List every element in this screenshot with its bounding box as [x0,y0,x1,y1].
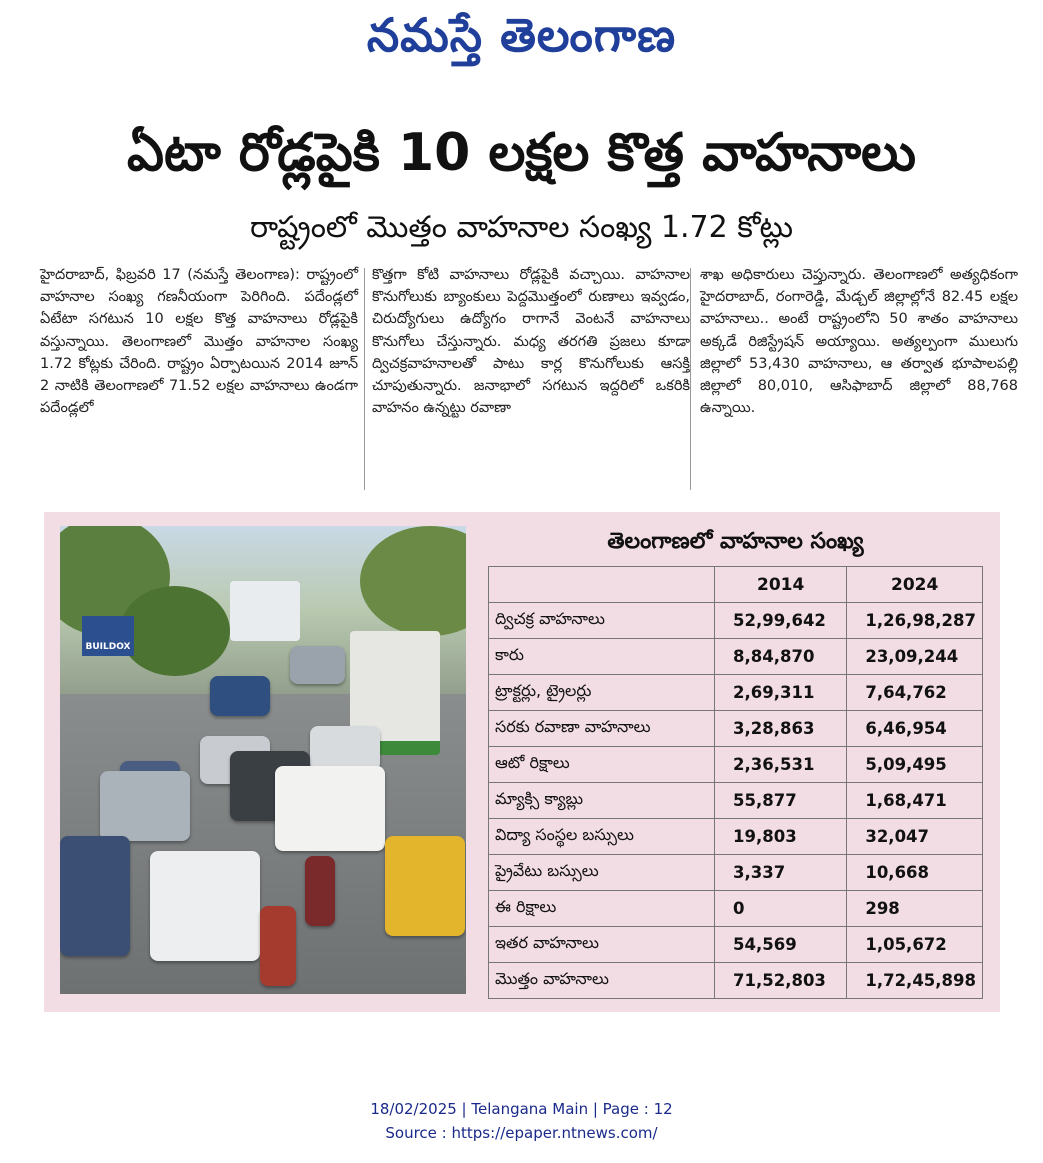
value-2014: 2,69,311 [715,675,847,711]
value-2024: 1,26,98,287 [847,603,983,639]
value-2024: 10,668 [847,855,983,891]
motorcycle [260,906,296,986]
row-label: సరకు రవాణా వాహనాలు [489,711,715,747]
value-2014: 8,84,870 [715,639,847,675]
value-2014: 52,99,642 [715,603,847,639]
value-2014: 71,52,803 [715,963,847,999]
value-2014: 3,337 [715,855,847,891]
tree [120,586,230,676]
table-header-cell: 2014 [715,567,847,603]
table-total-row [489,963,983,999]
value-2024: 1,05,672 [847,927,983,963]
car [210,676,270,716]
value-2024: 7,64,762 [847,675,983,711]
row-label: విద్యా సంస్థల బస్సులు [489,819,715,855]
headline: ఏటా రోడ్లపైకి 10 లక్షల కొత్త వాహనాలు [126,123,916,183]
row-label: ద్విచక్ర వాహనాలు [489,603,715,639]
value-2014: 3,28,863 [715,711,847,747]
masthead-logo: నమస్తే తెలంగాణ [366,8,677,62]
article-column-1: హైదరాబాద్, ఫిబ్రవరి 17 (నమస్తే తెలంగాణ): రాష్ట్రంలో వాహనాల సంఖ్య గణనీయంగా పెరిగింది. పదేండ్లలో ఏటేటా సగటున 10 లక్షల కొత్త వాహనాలు రోడ్లపైకి వస్తున్నాయి. తెలంగాణలో మొత్తం వాహనాల సంఖ్య 1.72 కోట్లకు చేరింది. రాష్ట్రం ఏర్పాటయిన 2014 జూన్ 2 నాటికి తెలంగాణలో 71.52 లక్షల వాహనాలు ఉండగా పదేండ్లలో [40,267,358,417]
table-row [489,819,983,855]
tree [360,526,466,636]
vehicle-count-table [488,566,983,999]
table-row [489,747,983,783]
table-header-cell [489,567,715,603]
column-divider [690,268,691,490]
table-title: తెలంగాణలో వాహనాల సంఖ్య [607,529,864,554]
row-label: ట్రాక్టర్లు, ట్రైలర్లు [489,675,715,711]
auto-rickshaw [385,836,465,936]
car [100,771,190,841]
value-2024: 32,047 [847,819,983,855]
value-2014: 19,803 [715,819,847,855]
value-2024: 1,68,471 [847,783,983,819]
row-label: కారు [489,639,715,675]
traffic-photo [60,526,466,994]
value-2024: 1,72,45,898 [847,963,983,999]
footer-source: Source : https://epaper.ntnews.com/ [385,1124,658,1142]
value-2024: 5,09,495 [847,747,983,783]
bus [230,581,300,641]
table-row [489,927,983,963]
car [310,726,380,771]
motorcycle [305,856,335,926]
row-label: మ్యాక్సి క్యాబ్లు [489,783,715,819]
row-label: ప్రైవేటు బస్సులు [489,855,715,891]
row-label: ఈ రిక్షాలు [489,891,715,927]
car [275,766,385,851]
row-label: ఇతర వాహనాలు [489,927,715,963]
article-column-3: శాఖ అధికారులు చెప్తున్నారు. తెలంగాణలో అత్యధికంగా హైదరాబాద్, రంగారెడ్డి, మేడ్చల్ జిల్లాల్లోనే 82.45 లక్షల వాహనాలు.. అంటే రాష్ట్రంలోని 50 శాతం వాహనాలు అక్కడే రిజిస్ట్రేషన్ అయ్యాయి. అత్యల్పంగా ములుగు జిల్లాలో 53,430 వాహనాలు, ఆ తర్వాత భూపాలపల్లి జిల్లాలో 80,010, ఆసిఫాబాద్ జిల్లాలో 88,768 ఉన్నాయి. [700,267,1018,417]
car [60,836,130,956]
value-2014: 2,36,531 [715,747,847,783]
billboard: BUILDOX [82,616,134,656]
row-label: మొత్తం వాహనాలు [489,963,715,999]
car [150,851,260,961]
value-2014: 55,877 [715,783,847,819]
car [290,646,345,684]
table-row [489,783,983,819]
row-label: ఆటో రిక్షాలు [489,747,715,783]
column-divider [364,268,365,490]
value-2014: 0 [715,891,847,927]
value-2014: 54,569 [715,927,847,963]
table-header-row [489,567,983,603]
value-2024: 6,46,954 [847,711,983,747]
footer-date-edition: 18/02/2025 | Telangana Main | Page : 12 [370,1100,673,1118]
table-row [489,711,983,747]
table-header-cell: 2024 [847,567,983,603]
value-2024: 23,09,244 [847,639,983,675]
subheadline: రాష్ట్రంలో మొత్తం వాహనాల సంఖ్య 1.72 కోట్లు [249,210,794,245]
table-row [489,639,983,675]
table-row [489,675,983,711]
value-2024: 298 [847,891,983,927]
article-column-2: కొత్తగా కోటి వాహనాలు రోడ్లపైకి వచ్చాయి. వాహనాల కొనుగోలుకు బ్యాంకులు పెద్దమొత్తంలో రుణాలు ఇవ్వడం, చిరుద్యోగులు ఉద్యోగం రాగానే వెంటనే వాహనాలు కొనుగోలు చేస్తున్నారు. మధ్య తరగతి ప్రజలు కూడా ద్విచక్రవాహనాలతో పాటు కార్ల కొనుగోలుకు ఆసక్తి చూపుతున్నారు. జనాభాలో సగటున ఇద్దరిలో ఒకరికి వాహనం ఉన్నట్టు రవాణా [372,267,690,417]
table-row [489,603,983,639]
table-row [489,855,983,891]
table-row [489,891,983,927]
